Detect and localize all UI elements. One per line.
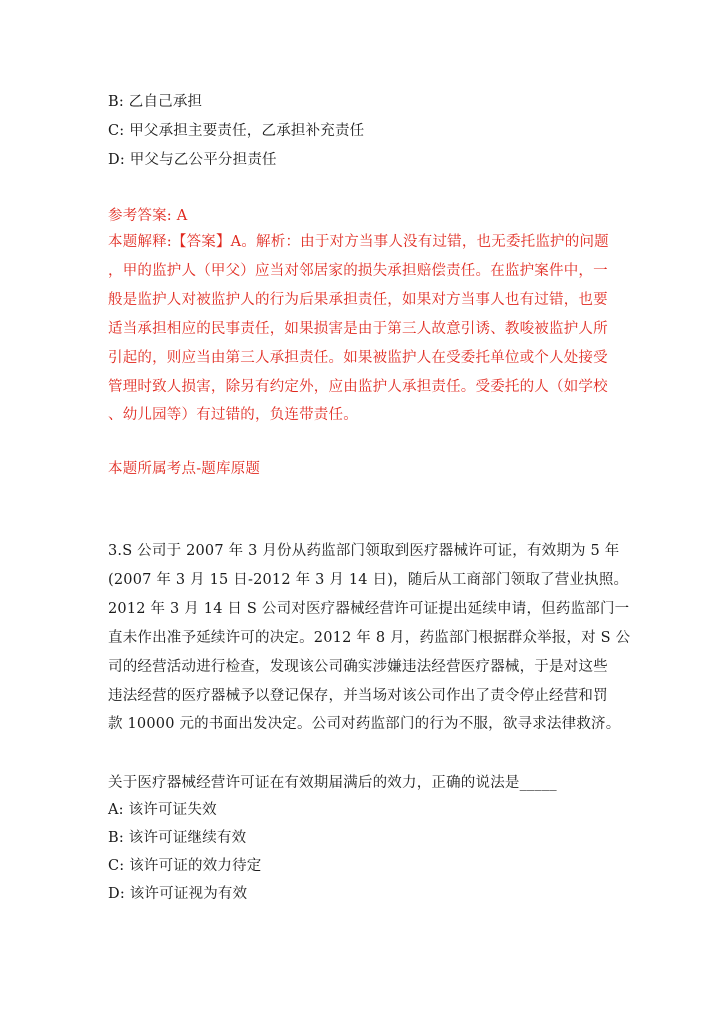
explanation-line: 、幼儿园等）有过错的，负连带责任。 bbox=[108, 407, 358, 424]
topic-line: 本题所属考点-题库原题 bbox=[108, 461, 261, 477]
option-a: A: 该许可证失效 bbox=[108, 802, 217, 818]
stem-line: 违法经营的医疗器械予以登记保存，并当场对该公司作出了责令停止经营和罚 bbox=[108, 687, 608, 704]
explanation-line: 般是监护人对被监护人的行为后果承担责任，如果对方当事人也有过错，也要 bbox=[108, 291, 608, 308]
prev-option-d: D: 甲父与乙公平分担责任 bbox=[108, 152, 277, 168]
stem-line: 直未作出准予延续许可的决定。2012 年 8 月，药监部门根据群众举报，对 S 公 bbox=[108, 629, 631, 646]
stem-line: 款 10000 元的书面出发决定。公司对药监部门的行为不服，欲寻求法律救济。 bbox=[108, 716, 621, 733]
answer-line: 参考答案: A bbox=[108, 208, 188, 224]
stem-line: 司的经营活动进行检查，发现该公司确实涉嫌违法经营医疗器械，于是对这些 bbox=[108, 658, 608, 675]
explanation-line: 引起的，则应当由第三人承担责任。如果被监护人在受委托单位或个人处接受 bbox=[108, 349, 608, 366]
explanation-line: 适当承担相应的民事责任，如果损害是由于第三人故意引诱、教唆被监护人所 bbox=[108, 320, 608, 337]
option-d: D: 该许可证视为有效 bbox=[108, 886, 248, 902]
prev-option-b: B: 乙自己承担 bbox=[108, 94, 203, 110]
stem-line: 3.S 公司于 2007 年 3 月份从药监部门领取到医疗器械许可证，有效期为 5 年 bbox=[108, 543, 620, 559]
explanation-line: 管理时致人损害，除另有约定外，应由监护人承担责任。受委托的人（如学校 bbox=[108, 378, 608, 395]
question-prompt: 关于医疗器械经营许可证在有效期届满后的效力，正确的说法是_____ bbox=[108, 775, 557, 791]
explanation-block bbox=[108, 228, 618, 430]
prev-option-c: C: 甲父承担主要责任，乙承担补充责任 bbox=[108, 123, 365, 139]
stem-line: 2012 年 3 月 14 日 S 公司对医疗器械经营许可证提出延续申请，但药监部门一 bbox=[108, 600, 630, 617]
stem-line: (2007 年 3 月 15 日-2012 年 3 月 14 日)，随后从工商部门领取了营业执照。 bbox=[108, 571, 629, 588]
explanation-line: ，甲的监护人（甲父）应当对邻居家的损失承担赔偿责任。在监护案件中，一 bbox=[108, 262, 608, 279]
explanation-line: 本题解释:【答案】A。解析：由于对方当事人没有过错，也无委托监护的问题 bbox=[108, 234, 609, 250]
option-c: C: 该许可证的效力待定 bbox=[108, 858, 262, 874]
option-b: B: 该许可证继续有效 bbox=[108, 830, 247, 846]
question-stem bbox=[108, 537, 631, 739]
